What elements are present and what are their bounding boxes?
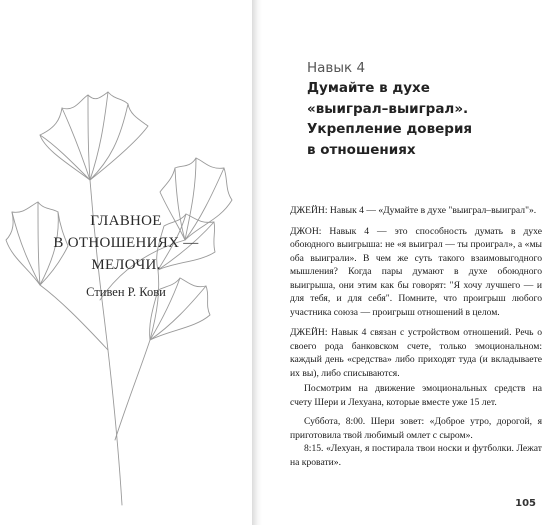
page-number: 105 xyxy=(515,498,536,509)
book-gutter xyxy=(252,0,262,525)
paragraph: Суббота, 8:00. Шери зовет: «Доброе утро, дорогой, я приготовила твой любимый омлет с сыром». xyxy=(290,416,542,441)
paragraph: ДЖОН: Навык 4 — это способность думать в духе обоюдного выигрыша: не «я выиграл — ты проиграл», а «мы оба выиграли». В чем же суть такого взаимовыгодного мышления? Когда пары думают в духе обоюдного выигрыша, они этим как бы говорят: "Я хочу лучшего — и для тебя, и для себя". Помните, что проигрыш любого участника союза — проигрыш отношений в целом. xyxy=(290,225,542,318)
quote xyxy=(8,210,244,276)
heading-line: в отношениях xyxy=(307,141,416,158)
right-page xyxy=(262,0,550,525)
paragraph: Посмотрим на движение эмоциональных средств на счету Шери и Лехуана, которые вместе уже 15 лет. xyxy=(290,383,542,408)
chapter-heading xyxy=(307,78,537,160)
skill-number: Навык 4 xyxy=(307,60,366,76)
body-text xyxy=(290,204,542,475)
left-page xyxy=(0,0,253,525)
quote-author: Стивен Р. Кови xyxy=(86,285,166,299)
paragraph: ДЖЕЙН: Навык 4 — «Думайте в духе "выиграл–выиграл"». xyxy=(290,205,537,216)
quote-line: В ОТНОШЕНИЯХ — xyxy=(53,235,199,251)
heading-line: Думайте в духе xyxy=(307,80,430,96)
quote-line: ГЛАВНОЕ xyxy=(90,213,162,229)
paragraph: ДЖЕЙН: Навык 4 связан с устройством отношений. Речь о своего рода банковском счете, только эмоциональном: каждый день «средства» либо приходят туда (и вкладываете их вы), либо списываются. xyxy=(290,327,542,379)
paragraph: 8:15. «Лехуан, я постирала твои носки и футболки. Лежат на кровати». xyxy=(290,443,542,468)
quote-line: МЕЛОЧИ. xyxy=(91,257,161,273)
heading-line: Укрепление доверия xyxy=(307,121,473,137)
heading-line: «выиграл–выиграл». xyxy=(307,100,469,117)
